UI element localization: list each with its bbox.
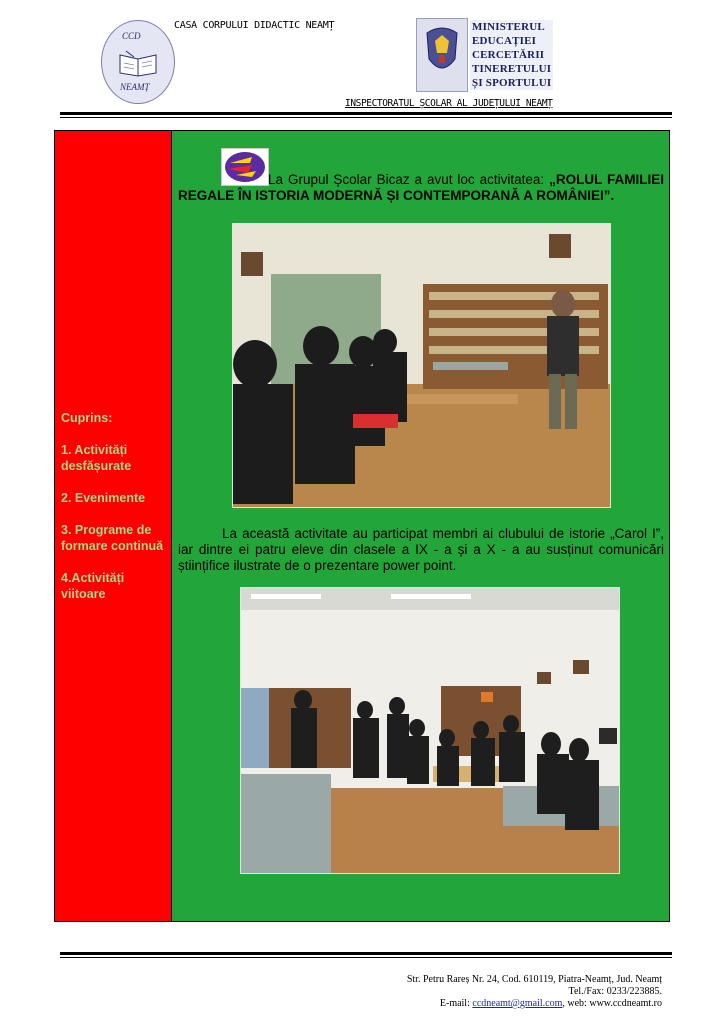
footer-phone: Tel./Fax: 0233/223885.	[568, 986, 662, 997]
email-link[interactable]: ccdneamt@gmail.com	[472, 998, 563, 1009]
sidebar-toc	[61, 410, 171, 602]
ministry-line: EDUCAȚIEI	[472, 35, 537, 47]
classroom-photo-1	[232, 223, 611, 508]
open-book-icon	[118, 47, 158, 77]
footer-divider-thin	[60, 957, 672, 958]
footer-address: Str. Petru Rareș Nr. 24, Cod. 610119, Piatra-Neamț, Jud. Neamț	[406, 974, 662, 985]
footer-contact	[407, 974, 662, 1010]
footer-divider	[60, 952, 672, 955]
toc-item-activities[interactable]: 1. Activități desfășurate	[61, 443, 132, 473]
ministry-logo-text	[470, 20, 553, 90]
activity-lead-text: La Grupul Școlar Bicaz a avut loc activitatea:	[268, 172, 550, 187]
activity-paragraph	[178, 172, 664, 204]
participants-paragraph	[178, 526, 664, 574]
website-text[interactable]: www.ccdneamt.ro	[589, 998, 662, 1009]
ccd-logo-text-top: CCD	[122, 31, 141, 41]
toc-heading: Cuprins:	[61, 411, 113, 425]
ministry-line: MINISTERUL	[472, 21, 545, 33]
ministry-line: CERCETĂRII	[472, 49, 545, 61]
ccd-logo-text-bottom: NEAMȚ	[120, 82, 150, 92]
toc-item-training-programs[interactable]: 3. Programe de formare continuă	[61, 523, 164, 553]
participants-text: La această activitate au participat membri ai clubului de istorie „Carol I”, iar dintre ei patru eleve din clasele a IX - a și a X - a au susținut comunicări științifice ilustrate de o prezentare power point.	[178, 526, 664, 573]
header-divider	[60, 112, 672, 115]
activity-title: „ROLUL FAMILIEI REGALE ÎN ISTORIA MODERNĂ ȘI CONTEMPORANĂ A ROMÂNIEI”.	[178, 172, 665, 203]
inspectorate-title: INSPECTORATUL ȘCOLAR AL JUDEȚULUI NEAMȚ	[345, 98, 553, 109]
ministry-line: ȘI SPORTULUI	[472, 77, 552, 89]
header-divider-thin	[60, 117, 672, 118]
header-title: CASA CORPULUI DIDACTIC NEAMȚ	[174, 20, 335, 31]
ministry-line: TINERETULUI	[472, 63, 552, 75]
toc-item-events[interactable]: 2. Evenimente	[61, 491, 146, 505]
footer-web-line	[407, 998, 662, 1010]
classroom-photo-2	[240, 587, 620, 874]
ministry-crest-icon	[416, 18, 468, 92]
ccd-neamt-logo	[101, 20, 175, 104]
toc-item-future-activities[interactable]: 4.Activități viitoare	[61, 571, 125, 601]
email-label: E-mail:	[439, 998, 473, 1009]
web-label: , web:	[562, 998, 590, 1009]
